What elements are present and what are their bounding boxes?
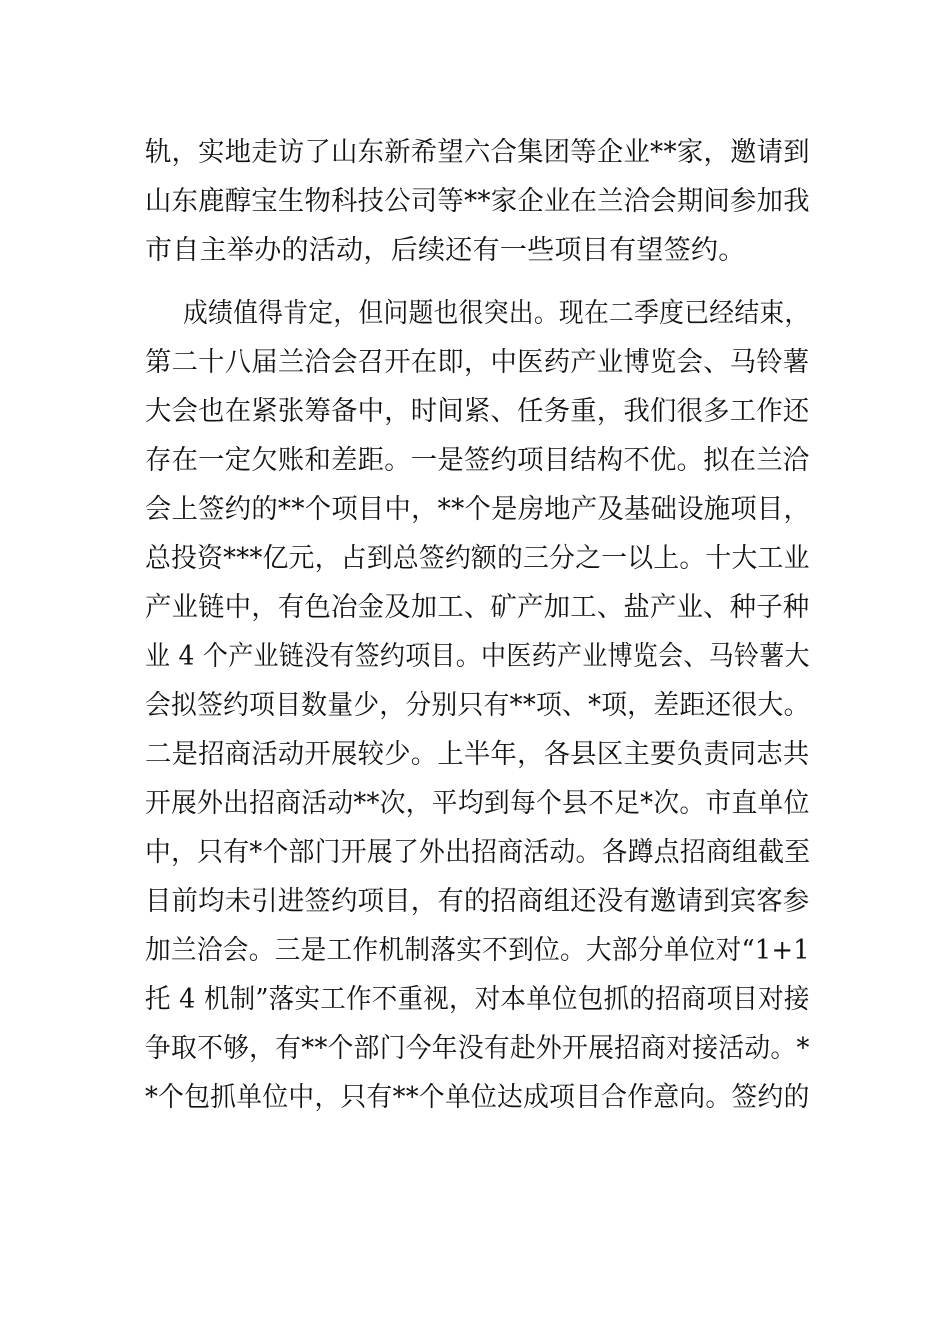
text-line: 托 4 机制”落实工作不重视，对本单位包抓的招商项目对接 — [145, 984, 810, 1015]
text-line: *个包抓单位中，只有**个单位达成项目合作意向。签约的 — [145, 1082, 810, 1113]
text-line: 加兰洽会。三是工作机制落实不到位。大部分单位对“1+1 — [145, 935, 810, 966]
text-line: 会拟签约项目数量少，分别只有**项、*项，差距还很大。 — [145, 690, 810, 721]
text-line: 二是招商活动开展较少。上半年，各县区主要负责同志共 — [145, 739, 810, 770]
text-line: 目前均未引进签约项目，有的招商组还没有邀请到宾客参 — [145, 886, 810, 917]
text-line: 第二十八届兰洽会召开在即，中医药产业博览会、马铃薯 — [145, 347, 810, 378]
text-line: 轨，实地走访了山东新希望六合集团等企业**家，邀请到 — [145, 137, 810, 168]
text-line: 总投资***亿元，占到总签约额的三分之一以上。十大工业 — [145, 543, 810, 574]
text-line: 中，只有*个部门开展了外出招商活动。各蹲点招商组截至 — [145, 837, 811, 868]
text-line: 会上签约的**个项目中，**个是房地产及基础设施项目， — [145, 494, 811, 525]
text-line: 成绩值得肯定，但问题也很突出。现在二季度已经结束， — [183, 298, 810, 329]
text-line: 存在一定欠账和差距。一是签约项目结构不优。拟在兰洽 — [145, 445, 810, 476]
text-line: 山东鹿醇宝生物科技公司等**家企业在兰洽会期间参加我 — [145, 186, 810, 217]
text-line: 大会也在紧张筹备中，时间紧、任务重，我们很多工作还 — [145, 396, 810, 427]
text-line: 争取不够，有**个部门今年没有赴外开展招商对接活动。* — [145, 1033, 810, 1064]
text-line: 市自主举办的活动，后续还有一些项目有望签约。 — [145, 235, 746, 266]
text-line: 开展外出招商活动**次，平均到每个县不足*次。市直单位 — [145, 788, 810, 819]
text-line: 业 4 个产业链没有签约项目。中医药产业博览会、马铃薯大 — [145, 641, 810, 672]
text-line: 产业链中，有色冶金及加工、矿产加工、盐产业、种子种 — [145, 592, 810, 623]
